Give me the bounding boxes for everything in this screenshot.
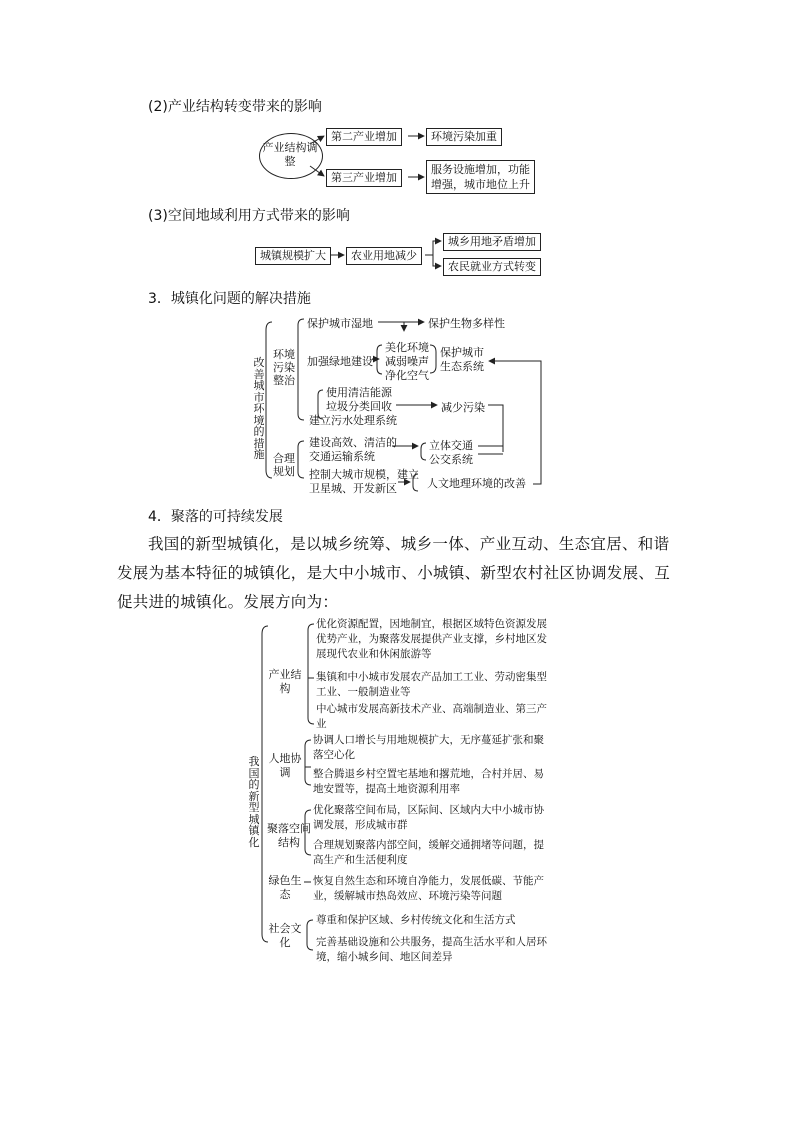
item-city-scale: 控制大城市规模，建立 卫星城、开发新区 <box>309 468 419 495</box>
cat-human-land: 人地协调 <box>268 752 302 779</box>
item-sewage: 建立污水处理系统 <box>309 414 397 427</box>
cat-social-culture: 社会文化 <box>268 922 302 949</box>
item-public-transit: 公交系统 <box>429 453 473 466</box>
item-greening: 加强绿地建设 <box>307 355 373 368</box>
cat-pollution-control: 环境污染整治 <box>273 348 295 387</box>
result-pollution: 环境污染加重 <box>426 128 502 146</box>
humanland-item-1: 协调人口增长与用地规模扩大，无序蔓延扩张和聚落空心化 <box>313 734 544 761</box>
box-urban-expansion: 城镇规模扩大 <box>255 247 331 265</box>
part4-heading: 4．聚落的可持续发展 <box>148 509 283 525</box>
item-3d-traffic: 立体交通 <box>429 439 473 452</box>
cat-industry-structure: 产业结构 <box>268 668 302 695</box>
solutions-root: 改善城市环境的措施 <box>253 356 265 461</box>
industry-item-1: 优化资源配置，因地制宜，根据区域特色资源发展优势产业，为聚落发展提供产业支撑，乡村地区发展现代农业和休闲旅游等 <box>316 618 547 660</box>
item-garbage-sorting: 垃圾分类回收 <box>326 400 392 413</box>
item-ecosystem: 保护城市 生态系统 <box>440 346 484 373</box>
culture-item-2: 完善基础设施和公共服务，提高生活水平和人居环境，缩小城乡间、地区间差异 <box>316 936 547 963</box>
center-label: 产业结构调整 <box>262 141 318 168</box>
culture-item-1: 尊重和保护区域、乡村传统文化和生活方式 <box>316 914 516 926</box>
box-landuse-conflict: 城乡用地矛盾增加 <box>443 233 541 251</box>
industry-item-3: 中心城市发展高新技术产业、高端制造业、第三产业 <box>316 703 547 730</box>
branch-secondary-industry: 第二产业增加 <box>326 128 402 146</box>
cat-rational-planning: 合理规划 <box>273 452 295 478</box>
section3-heading: (3)空间地域利用方式带来的影响 <box>148 208 350 224</box>
branch-tertiary-industry: 第三产业增加 <box>326 169 402 187</box>
section2-heading: (2)产业结构转变带来的影响 <box>148 99 322 115</box>
result-services: 服务设施增加，功能 增强，城市地位上升 <box>426 160 535 194</box>
industry-item-2: 集镇和中小城市发展农产品加工工业、劳动密集型工业、一般制造业等 <box>316 671 547 698</box>
urbanization-root: 我国的新型城镇化 <box>248 755 260 849</box>
cat-green-ecology: 绿色生态 <box>268 874 302 901</box>
item-air: 净化空气 <box>385 369 429 382</box>
item-clean-energy: 使用清洁能源 <box>326 386 392 399</box>
part4-paragraph: 我国的新型城镇化，是以城乡统筹、城乡一体、产业互动、生态宜居、和谐发展为基本特征的城镇化，是大中小城市、小城镇、新型农村社区协调发展、互促共进的城镇化。发展方向为： <box>117 535 671 611</box>
box-farmland-decrease: 农业用地减少 <box>346 247 422 265</box>
cat-spatial-structure: 聚落空间结构 <box>267 822 311 849</box>
spatial-item-2: 合理规划聚落内部空间，缓解交通拥堵等问题，提高生产和生活便利度 <box>313 839 544 866</box>
item-noise: 减弱噪声 <box>385 355 429 368</box>
part3-heading: 3．城镇化问题的解决措施 <box>148 291 311 307</box>
humanland-item-2: 整合腾退乡村空置宅基地和撂荒地，合村并居、易地安置等，提高土地资源利用率 <box>313 768 544 795</box>
item-wetland: 保护城市湿地 <box>307 317 373 330</box>
item-human-env: 人文地理环境的改善 <box>427 477 526 490</box>
green-item-1: 恢复自然生态和环境自净能力，发展低碳、节能产业，缓解城市热岛效应、环境污染等问题 <box>313 875 544 902</box>
item-beautify: 美化环境 <box>385 341 429 354</box>
spatial-item-1: 优化聚落空间布局，区际间、区域内大中小城市协调发展，形成城市群 <box>313 804 544 831</box>
item-reduce-pollution: 减少污染 <box>441 401 485 414</box>
item-transport-system: 建设高效、清洁的 交通运输系统 <box>309 436 397 463</box>
box-employment-change: 农民就业方式转变 <box>443 258 541 276</box>
item-biodiversity: 保护生物多样性 <box>428 317 505 330</box>
